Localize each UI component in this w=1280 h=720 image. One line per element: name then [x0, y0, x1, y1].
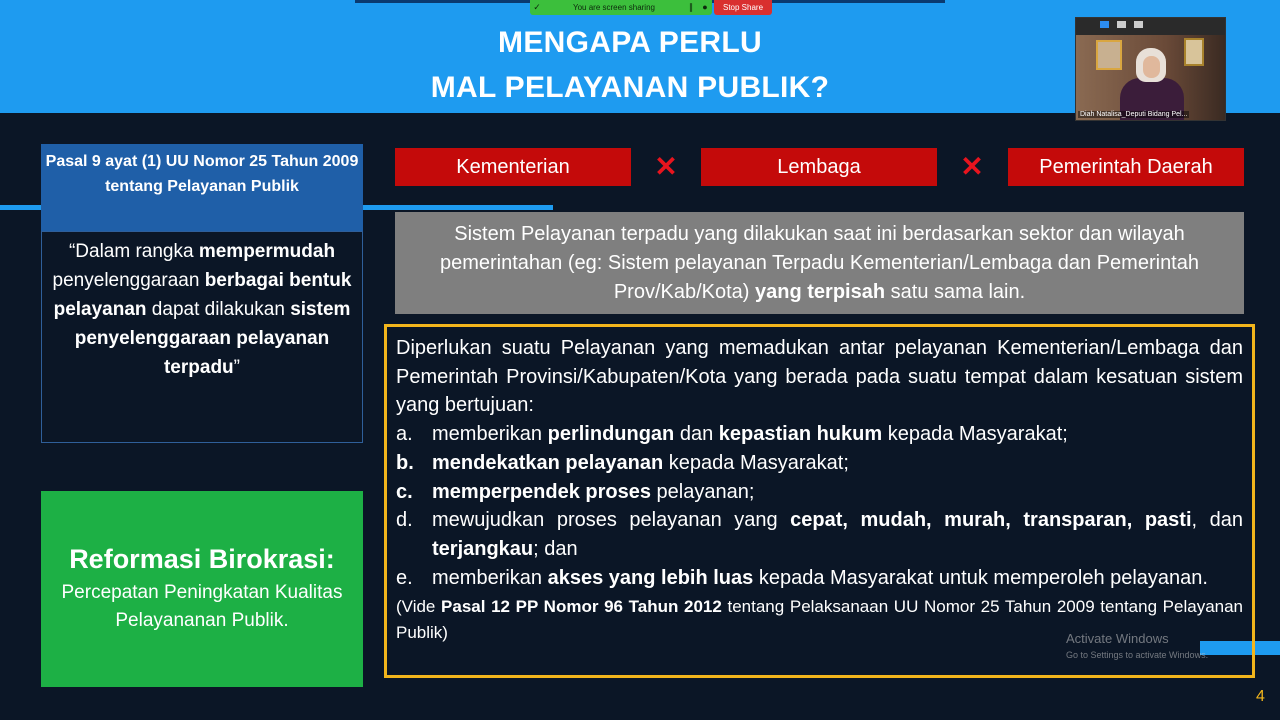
- participant-face: [1143, 56, 1160, 78]
- list-value: mendekatkan pelayanan kepada Masyarakat;: [432, 451, 849, 474]
- pasal-heading: Pasal 9 ayat (1) UU Nomor 25 Tahun 2009 tentang Pelayanan Publik: [41, 144, 363, 231]
- current-system-box: [395, 212, 1244, 314]
- page-number: 4: [1256, 688, 1265, 705]
- quote-bold: sistem penyelenggaraan pelayanan terpadu: [74, 299, 351, 378]
- reformasi-box: [41, 491, 363, 687]
- screen-sharing-bar[interactable]: [530, 0, 712, 15]
- list-item: [396, 420, 1243, 449]
- list-item: [396, 478, 1243, 507]
- quote-text: ”: [233, 357, 240, 378]
- cross-icon: ✕: [960, 151, 984, 182]
- video-toolbar: [1076, 18, 1225, 35]
- slide-title: [0, 20, 1260, 110]
- list-item: [396, 564, 1243, 593]
- objectives-box: [384, 324, 1255, 678]
- quote-text: dapat dilakukan: [146, 299, 291, 320]
- list-value: memberikan perlindungan dan kepastian hukum kepada Masyarakat;: [432, 423, 1068, 446]
- minimize-icon[interactable]: [1117, 21, 1126, 28]
- video-thumbnail[interactable]: [1075, 17, 1226, 121]
- list-value: memberikan akses yang lebih luas kepada Masyarakat untuk memperoleh pelayanan.: [432, 566, 1208, 589]
- quote-bold: berbagai bentuk pelayanan: [53, 270, 352, 320]
- reformasi-title: Reformasi Birokrasi:: [69, 544, 335, 574]
- vide-reference: (Vide Pasal 12 PP Nomor 96 Tahun 2012 tentang Pelaksanaan UU Nomor 25 Tahun 2009 tentang Pelayanan Publik): [396, 597, 1244, 643]
- speaker-view-icon[interactable]: [1100, 21, 1109, 28]
- list-value: mewujudkan proses pelayanan yang cepat, mudah, murah, transparan, pasti, dan terjangkau; dan: [432, 509, 1243, 560]
- list-key: d.: [396, 509, 413, 532]
- list-key: e.: [396, 566, 413, 589]
- category-kementerian: Kementerian: [395, 148, 631, 186]
- quote-text: “Dalam rangka: [68, 241, 199, 262]
- watermark-line1: Activate Windows: [1066, 631, 1169, 646]
- pasal-quote: [41, 231, 363, 443]
- list-key: a.: [396, 423, 413, 446]
- list-key: c.: [396, 480, 413, 503]
- participant-name: Diah Natalisa_Deputi Bidang Pel...: [1080, 111, 1188, 118]
- objectives-intro: Diperlukan suatu Pelayanan yang memadukan antar pelayanan Kementerian/Lembaga dan Pemerintah Provinsi/Kabupaten/Kota yang berada pada suatu tempat dalam kesatuan sistem yang bertujuan:: [396, 337, 1243, 417]
- slide-title-line1: MENGAPA PERLU: [498, 26, 762, 59]
- current-system-text: satu sama lain.: [885, 281, 1026, 303]
- quote-bold: mempermudah: [198, 241, 336, 262]
- watermark-line2: Go to Settings to activate Windows.: [1066, 650, 1209, 660]
- reformasi-subtitle: Percepatan Peningkatan Kualitas Pelayananan Publik.: [61, 582, 343, 631]
- slide-title-line2: MAL PELAYANAN PUBLIK?: [430, 71, 830, 104]
- activate-windows-watermark: [1066, 630, 1208, 664]
- list-item: [396, 449, 1243, 478]
- gallery-view-icon[interactable]: [1134, 21, 1143, 28]
- category-pemerintah-daerah: Pemerintah Daerah: [1008, 148, 1244, 186]
- share-indicator-icon: ✓: [533, 2, 541, 12]
- pause-icon[interactable]: ∥: [688, 2, 694, 12]
- list-key: b.: [396, 451, 414, 474]
- list-item: [396, 506, 1243, 563]
- stop-share-button[interactable]: Stop Share: [714, 0, 772, 15]
- cross-icon: ✕: [654, 151, 678, 182]
- wall-picture-right: [1184, 38, 1204, 66]
- quote-text: penyelenggaraan: [52, 270, 205, 291]
- current-system-text: Sistem Pelayanan terpadu yang dilakukan saat ini berdasarkan sektor dan wilayah pemerintahan (eg: Sistem pelayanan Terpadu Kementerian/Lembaga dan Pemerintah Prov/Kab/Kota): [439, 223, 1199, 303]
- category-lembaga: Lembaga: [701, 148, 937, 186]
- current-system-bold: yang terpisah: [755, 281, 886, 303]
- wall-picture-left: [1096, 40, 1122, 70]
- list-value: memperpendek proses pelayanan;: [432, 480, 755, 503]
- screen-sharing-label: You are screen sharing: [573, 3, 655, 12]
- shield-icon[interactable]: ●: [702, 2, 708, 12]
